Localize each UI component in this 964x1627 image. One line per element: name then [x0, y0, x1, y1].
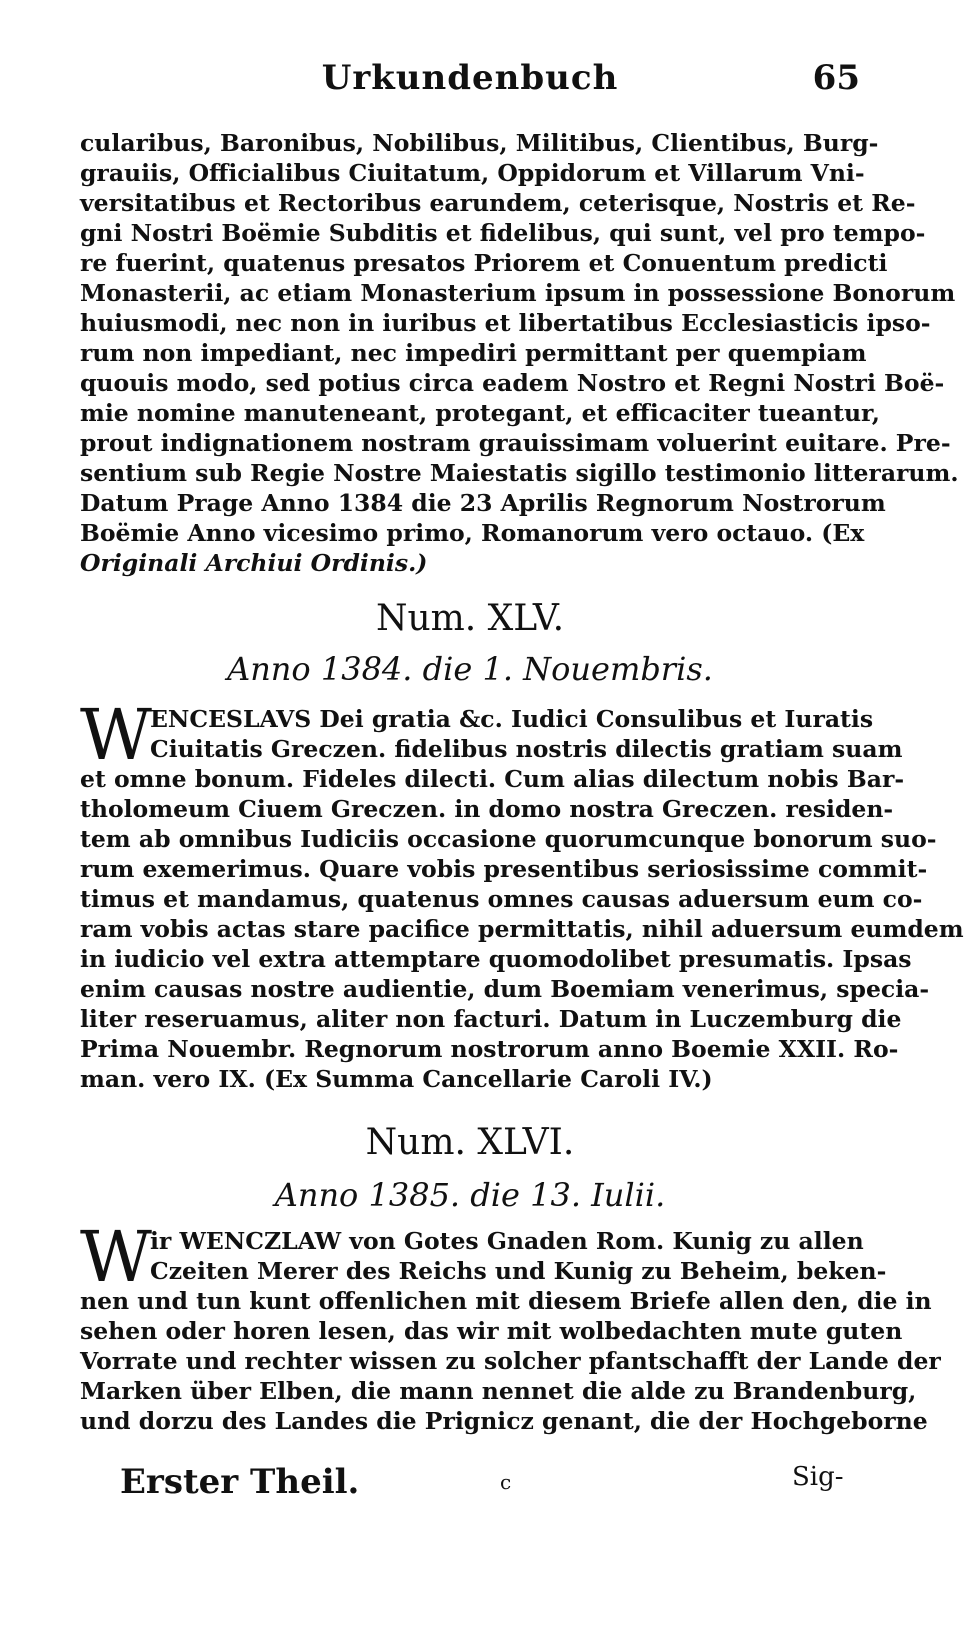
page-header: [80, 58, 860, 108]
text-line: timus et mandamus, quatenus omnes causas aduersum eum co-: [80, 885, 923, 913]
text-line: rum exemerimus. Quare vobis presentibus seriosissime commit-: [80, 855, 928, 883]
text-line: cularibus, Baronibus, Nobilibus, Militibus, Clientibus, Burg-: [80, 129, 879, 157]
text-line: huiusmodi, nec non in iuribus et libertatibus Ecclesiasticis ipso-: [80, 309, 931, 337]
text-line: prout indignationem nostram grauissimam voluerint euitare. Pre-: [80, 429, 951, 457]
section-heading: Num. XLVI.: [365, 1122, 575, 1163]
section-date: Anno 1384. die 1. Nouembris.: [227, 650, 713, 688]
text-line: tholomeum Ciuem Greczen. in domo nostra Greczen. residen-: [80, 795, 894, 823]
text-line: man. vero IX. (Ex Summa Cancellarie Caroli IV.): [80, 1065, 713, 1093]
text-line: mie nomine manuteneant, protegant, et efficaciter tueantur,: [80, 399, 880, 427]
text-line: re fuerint, quatenus presatos Priorem et Conuentum predicti: [80, 249, 888, 277]
text-line: sehen oder horen lesen, das wir mit wolbedachten mute guten: [80, 1317, 903, 1345]
signature-mark: Erster Theil.: [120, 1462, 360, 1502]
text-line: gni Nostri Boëmie Subditis et fidelibus, qui sunt, vel pro tempo-: [80, 219, 926, 247]
drop-cap: W: [80, 1216, 152, 1298]
text-line: nen und tun kunt offenlichen mit diesem Briefe allen den, die in: [80, 1287, 932, 1315]
text-line: enim causas nostre audientie, dum Boemiam venerimus, specia-: [80, 975, 930, 1003]
text-line: tem ab omnibus Iudiciis occasione quorumcunque bonorum suo-: [80, 825, 937, 853]
text-line: in iudicio vel extra attemptare quomodolibet presumatis. Ipsas: [80, 945, 912, 973]
text-line: ENCESLAVS Dei gratia &c. Iudici Consulibus et Iuratis: [150, 705, 874, 733]
text-line: Vorrate und rechter wissen zu solcher pfantschafft der Lande der: [80, 1347, 941, 1375]
text-line: Prima Nouembr. Regnorum nostrorum anno Boemie XXII. Ro-: [80, 1035, 899, 1063]
text-line: Boëmie Anno vicesimo primo, Romanorum vero octauo. (Ex: [80, 519, 865, 547]
section-heading: Num. XLV.: [375, 598, 565, 639]
text-line: versitatibus et Rectoribus earundem, ceterisque, Nostris et Re-: [80, 189, 916, 217]
running-title: Urkundenbuch: [321, 58, 619, 98]
text-line: Marken über Elben, die mann nennet die alde zu Brandenburg,: [80, 1377, 917, 1405]
gathering-mark: c: [500, 1470, 512, 1494]
text-line: und dorzu des Landes die Prignicz genant, die der Hochgeborne: [80, 1407, 928, 1435]
text-line: ir WENCZLAW von Gotes Gnaden Rom. Kunig zu allen: [150, 1227, 864, 1255]
text-line: rum non impediant, nec impediri permittant per quempiam: [80, 339, 867, 367]
text-line: liter reseruamus, aliter non facturi. Datum in Luczemburg die: [80, 1005, 902, 1033]
text-line: Monasterii, ac etiam Monasterium ipsum in possessione Bonorum: [80, 279, 956, 307]
catchword: Sig-: [792, 1462, 844, 1492]
text-line: et omne bonum. Fideles dilecti. Cum alias dilectum nobis Bar-: [80, 765, 905, 793]
text-line: Datum Prage Anno 1384 die 23 Aprilis Regnorum Nostrorum: [80, 489, 886, 517]
page-number: 65: [812, 58, 860, 98]
text-line: quouis modo, sed potius circa eadem Nostro et Regni Nostri Boë-: [80, 369, 945, 397]
drop-cap: W: [80, 694, 152, 776]
text-line: Czeiten Merer des Reichs und Kunig zu Beheim, beken-: [150, 1257, 887, 1285]
text-line: grauiis, Officialibus Ciuitatum, Oppidorum et Villarum Vni-: [80, 159, 865, 187]
text-line: sentium sub Regie Nostre Maiestatis sigillo testimonio litterarum.: [80, 459, 959, 487]
text-line: Ciuitatis Greczen. fidelibus nostris dilectis gratiam suam: [150, 735, 903, 763]
text-line: ram vobis actas stare pacifice permittatis, nihil aduersum eumdem: [80, 915, 964, 943]
section-date: Anno 1385. die 13. Iulii.: [274, 1176, 666, 1214]
source-note: Originali Archiui Ordinis.): [80, 549, 428, 577]
